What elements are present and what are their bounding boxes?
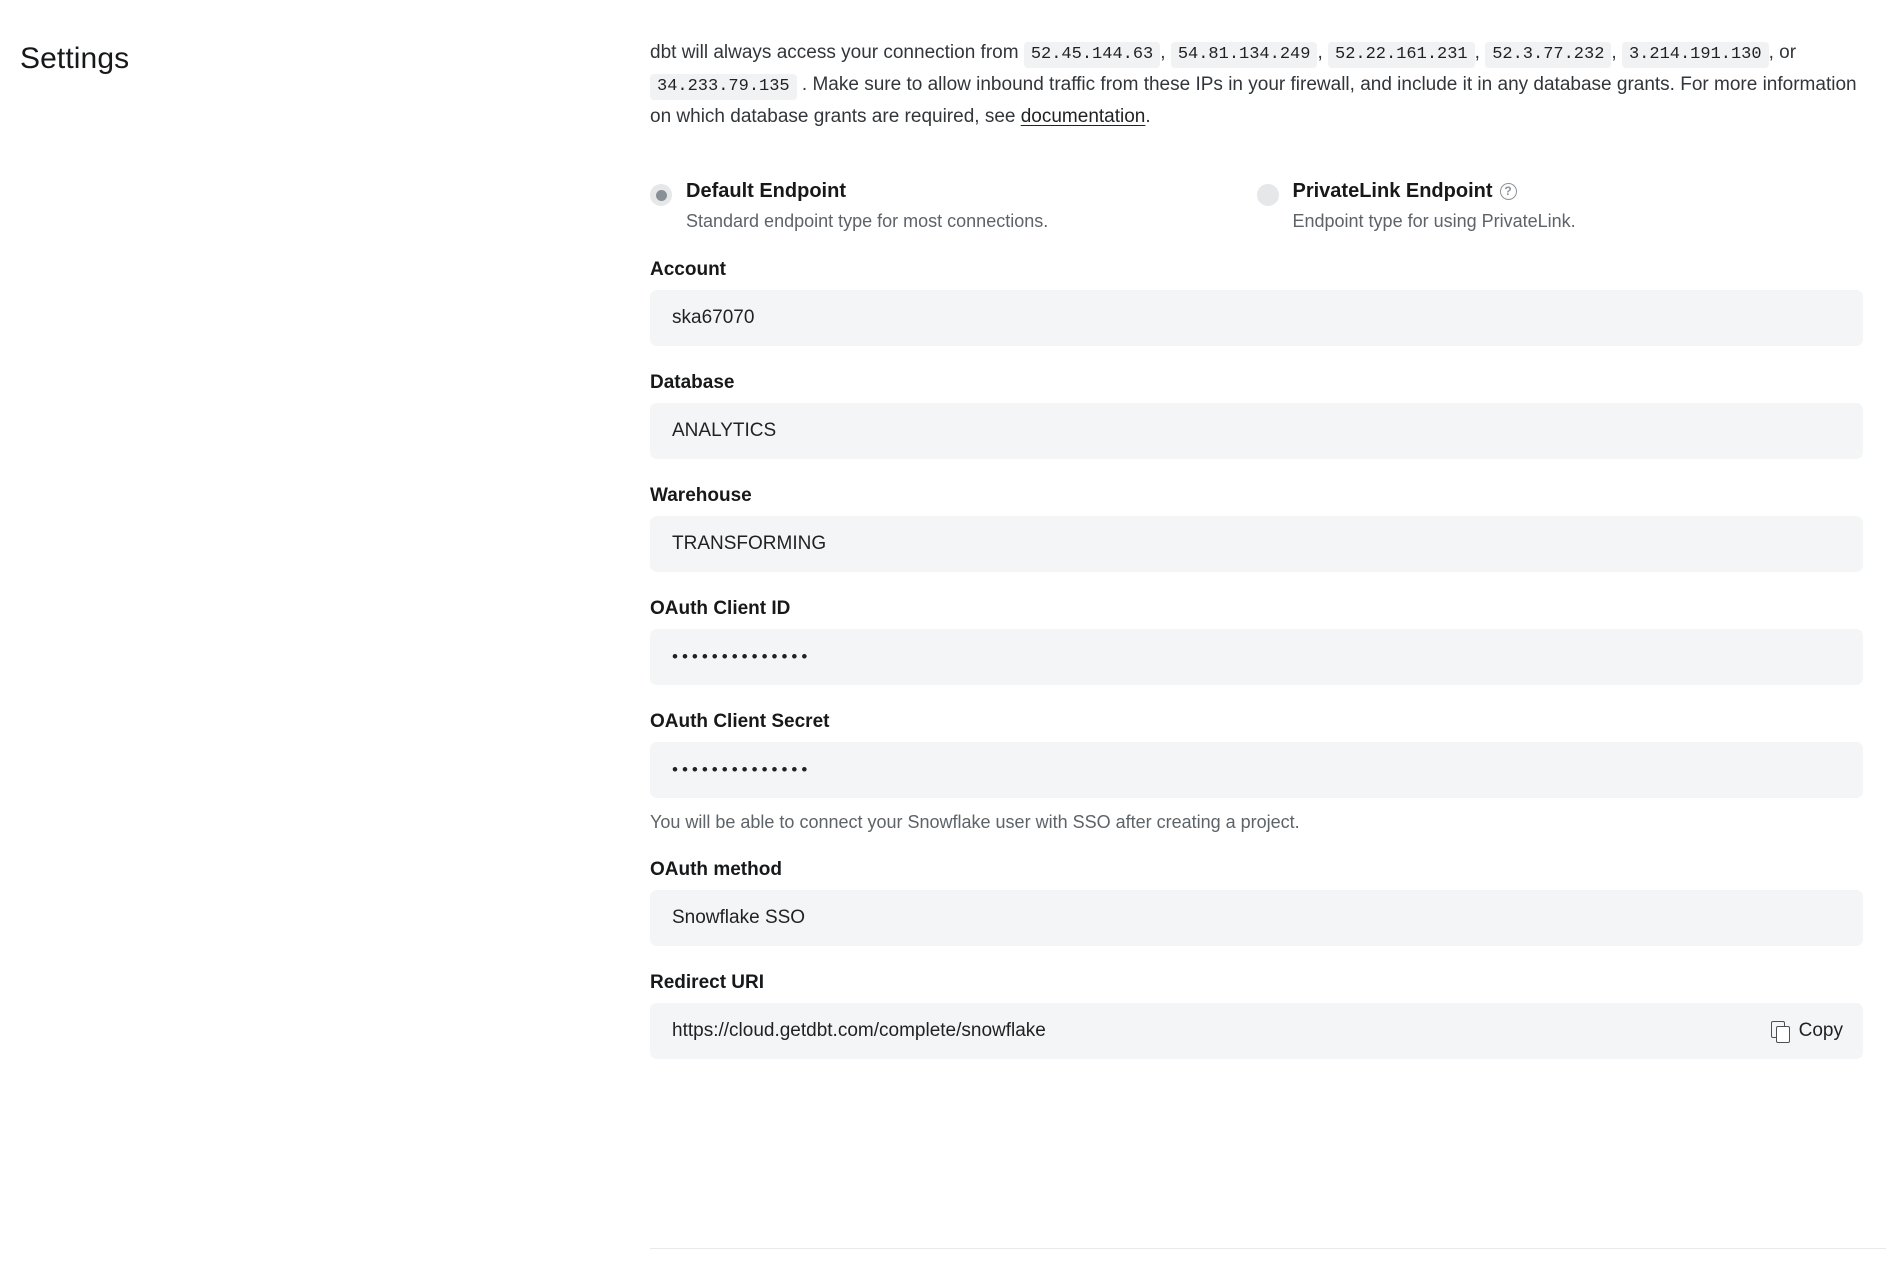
endpoint-type-radio-group — [650, 178, 1863, 233]
ip-address-3: 52.22.161.231 — [1328, 42, 1475, 68]
copy-button[interactable] — [1771, 1020, 1843, 1042]
field-redirect-uri — [650, 972, 1863, 1059]
oauth-client-secret-label: OAuth Client Secret — [650, 711, 830, 732]
bottom-divider — [650, 1248, 1886, 1249]
database-label: Database — [650, 372, 735, 393]
endpoint-privatelink-label-text: PrivateLink Endpoint — [1292, 180, 1493, 202]
endpoint-default-description: Standard endpoint type for most connections. — [686, 211, 1049, 231]
account-label: Account — [650, 259, 726, 280]
page-title: Settings — [20, 42, 130, 75]
sso-helper-text: You will be able to connect your Snowflake user with SSO after creating a project. — [650, 812, 1300, 832]
field-oauth-client-secret — [650, 711, 1863, 833]
ip-note-or: or — [1779, 42, 1797, 63]
warehouse-label: Warehouse — [650, 485, 752, 506]
radio-privatelink-endpoint[interactable] — [1257, 184, 1279, 206]
ip-address-1: 52.45.144.63 — [1024, 42, 1160, 68]
settings-content — [650, 38, 1863, 1059]
endpoint-privatelink-label — [1293, 178, 1576, 204]
ip-address-6: 34.233.79.135 — [650, 74, 797, 100]
ip-note-prefix: dbt will always access your connection from — [650, 42, 1019, 63]
field-database — [650, 372, 1863, 459]
radio-dot-icon — [656, 190, 667, 201]
field-warehouse — [650, 485, 1863, 572]
comma-3: , — [1474, 42, 1480, 63]
field-oauth-client-id — [650, 598, 1863, 685]
ip-address-2: 54.81.134.249 — [1171, 42, 1318, 68]
oauth-client-id-label: OAuth Client ID — [650, 598, 791, 619]
ip-allowlist-note — [650, 38, 1860, 132]
endpoint-default-text — [686, 178, 1048, 233]
ip-note-middle: . Make sure to allow inbound traffic from these IPs in your firewall, and include it in any database grants. For more information on which database grants are required, see — [650, 74, 1857, 127]
account-input[interactable]: ska67070 — [650, 290, 1863, 346]
comma-5: , — [1768, 42, 1774, 63]
copy-icon — [1771, 1021, 1789, 1042]
ip-address-4: 52.3.77.232 — [1485, 42, 1611, 68]
field-oauth-method — [650, 859, 1863, 946]
redirect-uri-input[interactable] — [650, 1003, 1863, 1059]
warehouse-input[interactable]: TRANSFORMING — [650, 516, 1863, 572]
radio-default-endpoint[interactable] — [650, 184, 672, 206]
database-input[interactable]: ANALYTICS — [650, 403, 1863, 459]
endpoint-privatelink-text — [1293, 178, 1576, 233]
ip-address-5: 3.214.191.130 — [1622, 42, 1769, 68]
ip-note-suffix: . — [1145, 106, 1151, 127]
help-circle-icon[interactable]: ? — [1500, 183, 1517, 200]
oauth-method-label: OAuth method — [650, 859, 782, 880]
copy-button-label: Copy — [1798, 1020, 1843, 1041]
redirect-uri-value: https://cloud.getdbt.com/complete/snowflake — [672, 1020, 1046, 1041]
endpoint-default-label: Default Endpoint — [686, 180, 846, 202]
comma-2: , — [1317, 42, 1323, 63]
endpoint-option-privatelink[interactable] — [1257, 178, 1864, 233]
endpoint-option-default[interactable] — [650, 178, 1257, 233]
comma-1: , — [1160, 42, 1166, 63]
field-account — [650, 259, 1863, 346]
oauth-method-input[interactable]: Snowflake SSO — [650, 890, 1863, 946]
comma-4: , — [1611, 42, 1617, 63]
documentation-link[interactable]: documentation — [1020, 106, 1146, 127]
redirect-uri-label: Redirect URI — [650, 972, 765, 993]
oauth-client-id-input[interactable]: •••••••••••••• — [650, 629, 1863, 685]
oauth-client-secret-input[interactable]: •••••••••••••• — [650, 742, 1863, 798]
endpoint-privatelink-description: Endpoint type for using PrivateLink. — [1292, 211, 1576, 231]
